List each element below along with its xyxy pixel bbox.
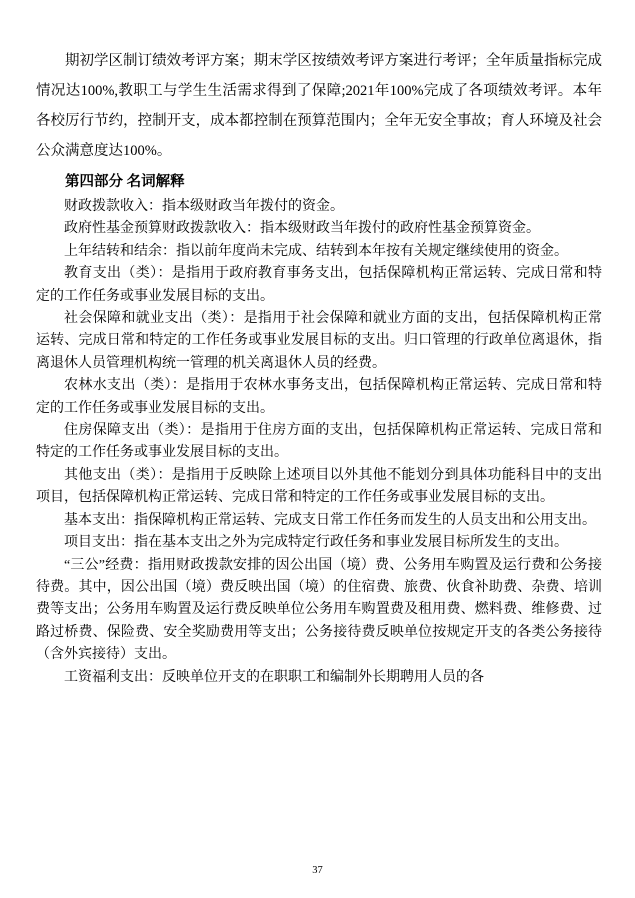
definition-paragraph: 其他支出（类）：是指用于反映除上述项目以外其他不能划分到具体功能科目中的支出项目，包括保障机构正常运转、完成日常和特定的工作任务或事业发展目标的支出。 xyxy=(36,467,602,506)
page-number: 37 xyxy=(312,865,323,876)
section-heading: 第四部分 名词解释 xyxy=(65,174,185,190)
definition-paragraph: 基本支出：指保障机构正常运转、完成支日常工作任务而发生的人员支出和公用支出。 xyxy=(64,512,596,528)
performance-summary-paragraph: 期初学区制订绩效考评方案；期末学区按绩效考评方案进行考评；全年质量指标完成情况达100%,教职工与学生生活需求得到了保障;2021年100%完成了各项绩效考评。本年各校厉行节约，控制开支，成本都控制在预算范围内；全年无安全事故；育人环境及社会公众满意度达100%。 xyxy=(36,53,602,159)
definition-paragraph: 项目支出：指在基本支出之外为完成特定行政任务和事业发展目标所发生的支出。 xyxy=(64,535,568,551)
definition-paragraph: 财政拨款收入：指本级财政当年拨付的资金。 xyxy=(64,199,344,214)
definition-paragraph: 社会保障和就业支出（类）：是指用于社会保障和就业方面的支出，包括保障机构正常运转、完成日常和特定的工作任务或事业发展目标的支出。归口管理的行政单位离退休，指离退休人员管理机构统一管理的机关离退休人员的经费。 xyxy=(36,311,602,371)
definition-paragraph: 上年结转和结余：指以前年度尚未完成、结转到本年按有关规定继续使用的资金。 xyxy=(64,243,568,259)
definition-paragraph: 政府性基金预算财政拨款收入：指本级财政当年拨付的政府性基金预算资金。 xyxy=(64,221,540,237)
definition-paragraph: 农林水支出（类）：是指用于农林水事务支出，包括保障机构正常运转、完成日常和特定的工作任务或事业发展目标的支出。 xyxy=(36,378,602,416)
definition-paragraph: 住房保障支出（类）：是指用于住房方面的支出，包括保障机构正常运转、完成日常和特定的工作任务或事业发展目标的支出。 xyxy=(36,423,602,461)
definition-paragraph: “三公”经费：指用财政拨款安排的因公出国（境）费、公务用车购置及运行费和公务接待费。其中，因公出国（境）费反映出国（境）的住宿费、旅费、伙食补助费、杂费、培训费等支出；公务用车购置及运行费反映单位公务用车购置费及租用费、燃料费、维修费、过路过桥费、保险费、安全奖励费用等支出；公务接待费反映单位按规定开支的各类公务接待（含外宾接待）支出。 xyxy=(36,557,602,663)
definition-paragraph: 教育支出（类）：是指用于政府教育事务支出，包括保障机构正常运转、完成日常和特定的工作任务或事业发展目标的支出。 xyxy=(36,266,602,304)
definition-paragraph: 工资福利支出：反映单位开支的在职职工和编制外长期聘用人员的各 xyxy=(64,669,484,685)
